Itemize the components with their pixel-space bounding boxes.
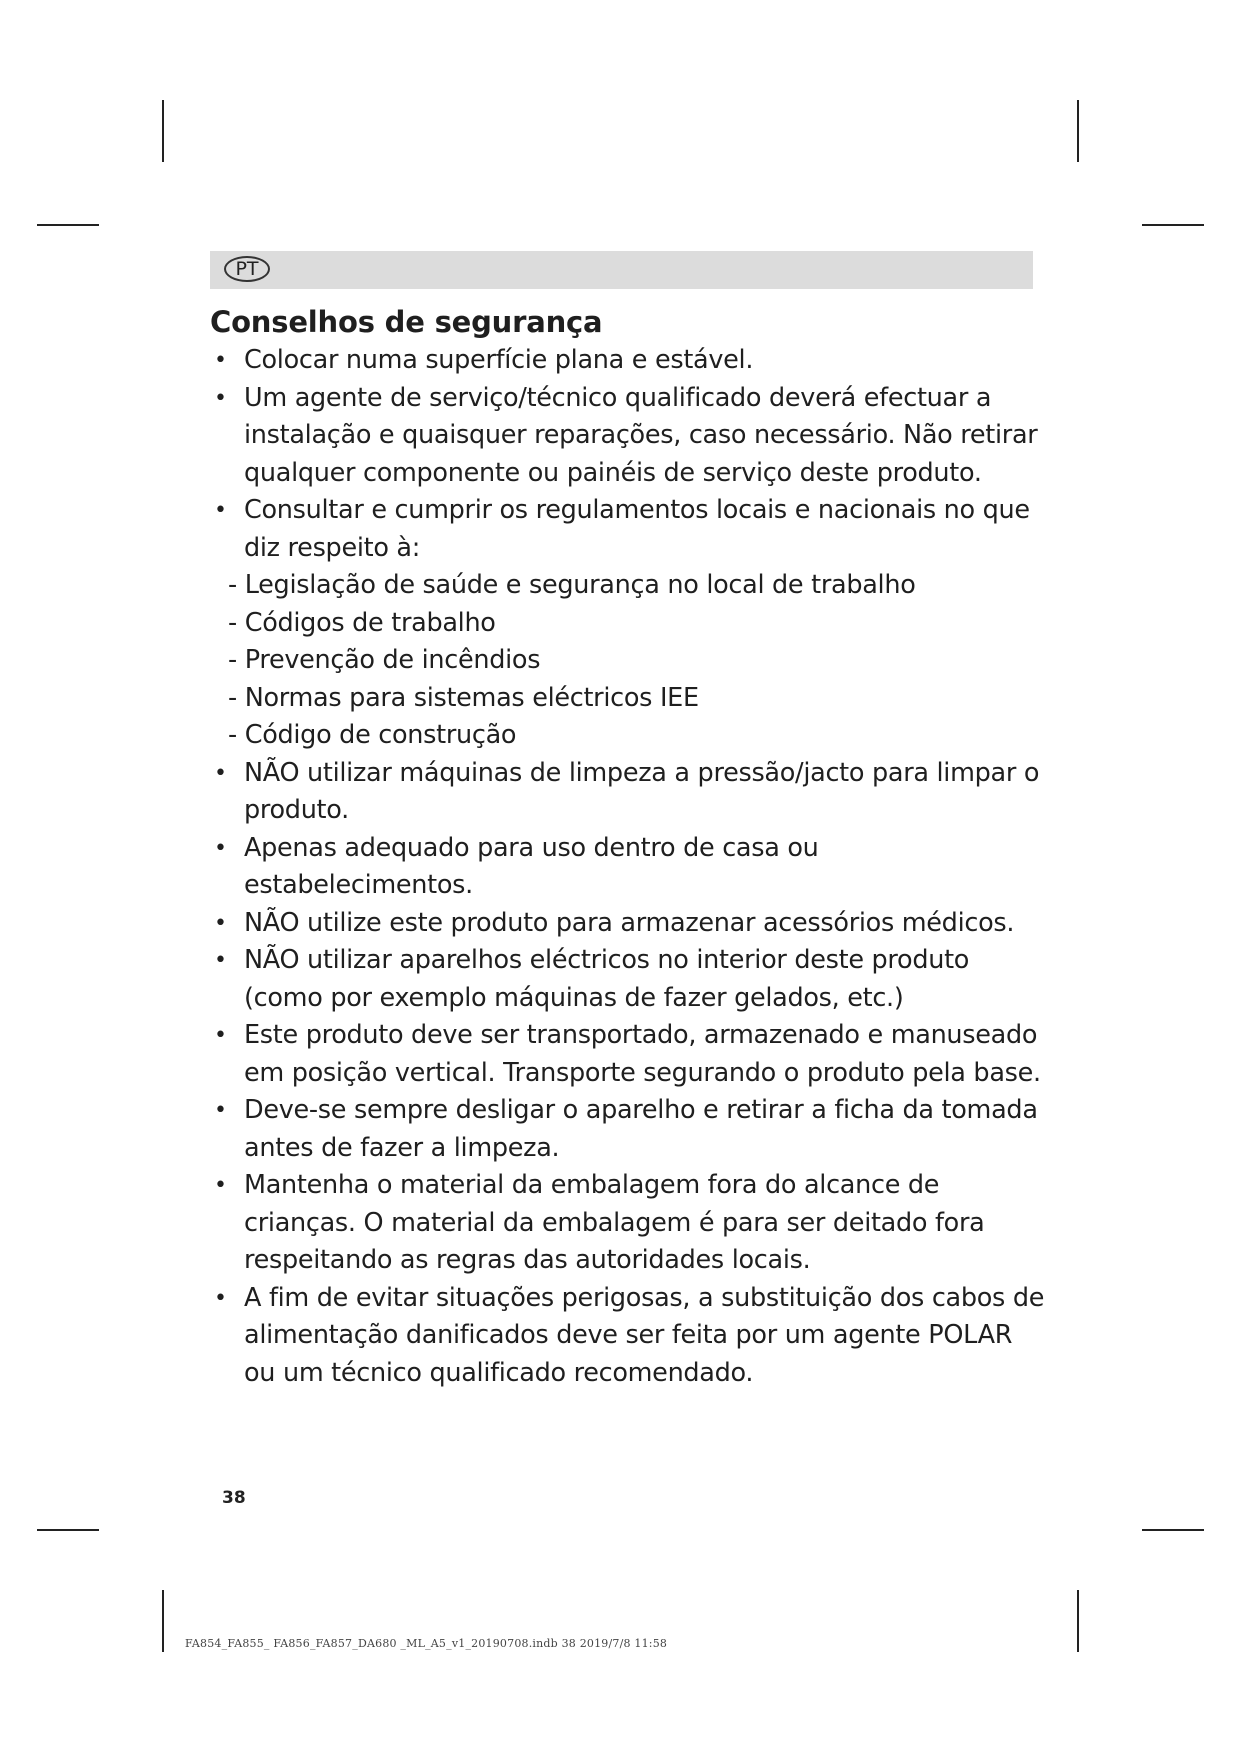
crop-mark-bottom-left bbox=[162, 1590, 164, 1652]
bullet-dot-icon: • bbox=[214, 910, 227, 936]
regulations-sub-list bbox=[228, 567, 1050, 755]
bullet-item: • NÃO utilizar máquinas de limpeza a pressão/jacto para limpar o produto. bbox=[210, 755, 1050, 830]
print-file-info: FA854_FA855_ FA856_FA857_DA680 _ML_A5_v1_20190708.indb 38 2019/7/8 11:58 bbox=[185, 1637, 668, 1650]
bullet-item: • NÃO utilize este produto para armazenar acessórios médicos. bbox=[210, 905, 1050, 943]
bullet-dot-icon: • bbox=[214, 1098, 227, 1123]
bullet-item: • Um agente de serviço/técnico qualificado deverá efectuar a instalação e quaisquer reparações, caso necessário. Não retirar qualquer componente ou painéis de serviço deste produto. bbox=[210, 380, 1050, 493]
bullet-dot-icon: • bbox=[214, 1173, 227, 1198]
page-number: 38 bbox=[222, 1488, 246, 1508]
bullet-item: • Deve-se sempre desligar o aparelho e retirar a ficha da tomada antes de fazer a limpeza. bbox=[210, 1092, 1050, 1167]
bullet-dot-icon: • bbox=[214, 385, 227, 411]
bullet-dot-icon: • bbox=[214, 348, 227, 373]
bullet-dot-icon: • bbox=[214, 498, 227, 523]
language-badge: PT bbox=[224, 256, 270, 282]
sub-item: - Prevenção de incêndios bbox=[228, 645, 541, 675]
crop-mark-left-lower bbox=[37, 1529, 99, 1531]
crop-mark-top-right bbox=[1077, 100, 1079, 162]
bullet-dot-icon: • bbox=[214, 1285, 227, 1311]
bullet-dot-icon: • bbox=[214, 1023, 227, 1048]
bullet-item: • A fim de evitar situações perigosas, a substituição dos cabos de alimentação danificados deve ser feita por um agente POLAR ou um técnico qualificado recomendado. bbox=[210, 1280, 1050, 1393]
section-title: Conselhos de segurança bbox=[210, 305, 603, 339]
crop-mark-right-upper bbox=[1142, 224, 1204, 226]
sub-item: - Normas para sistemas eléctricos IEE bbox=[228, 682, 699, 713]
bullet-list-bottom bbox=[210, 755, 1050, 1393]
sub-item: - Legislação de saúde e segurança no local de trabalho bbox=[228, 570, 916, 600]
bullet-dot-icon: • bbox=[214, 835, 227, 861]
language-bar bbox=[210, 251, 1033, 289]
safety-advice-section bbox=[210, 302, 1050, 1392]
bullet-item: • Mantenha o material da embalagem fora do alcance de crianças. O material da embalagem é para ser deitado fora respeitando as regras das autoridades locais. bbox=[210, 1167, 1050, 1280]
bullet-item: • Este produto deve ser transportado, armazenado e manuseado em posição vertical. Transporte segurando o produto pela base. bbox=[210, 1017, 1050, 1092]
crop-mark-bottom-right bbox=[1077, 1590, 1079, 1652]
sub-item: - Códigos de trabalho bbox=[228, 607, 496, 638]
crop-mark-left-upper bbox=[37, 224, 99, 226]
bullet-item: • Consultar e cumprir os regulamentos locais e nacionais no que diz respeito à: - Legislação de saúde e segurança no local de trabalho - Códigos de trabalho - Prevenção de incêndios - Normas para sistemas eléctricos IEE - Código de construção bbox=[210, 492, 1050, 755]
bullet-dot-icon: • bbox=[214, 760, 227, 786]
sub-item: - Código de construção bbox=[228, 720, 517, 750]
crop-mark-right-lower bbox=[1142, 1529, 1204, 1531]
bullet-item: • Apenas adequado para uso dentro de casa ou estabelecimentos. bbox=[210, 830, 1050, 905]
bullet-item: • Colocar numa superfície plana e estável. bbox=[210, 342, 1050, 380]
bullet-list-top bbox=[210, 342, 1050, 755]
bullet-dot-icon: • bbox=[214, 948, 227, 973]
bullet-item: • NÃO utilizar aparelhos eléctricos no interior deste produto (como por exemplo máquinas de fazer gelados, etc.) bbox=[210, 942, 1050, 1017]
crop-mark-top-left bbox=[162, 100, 164, 162]
